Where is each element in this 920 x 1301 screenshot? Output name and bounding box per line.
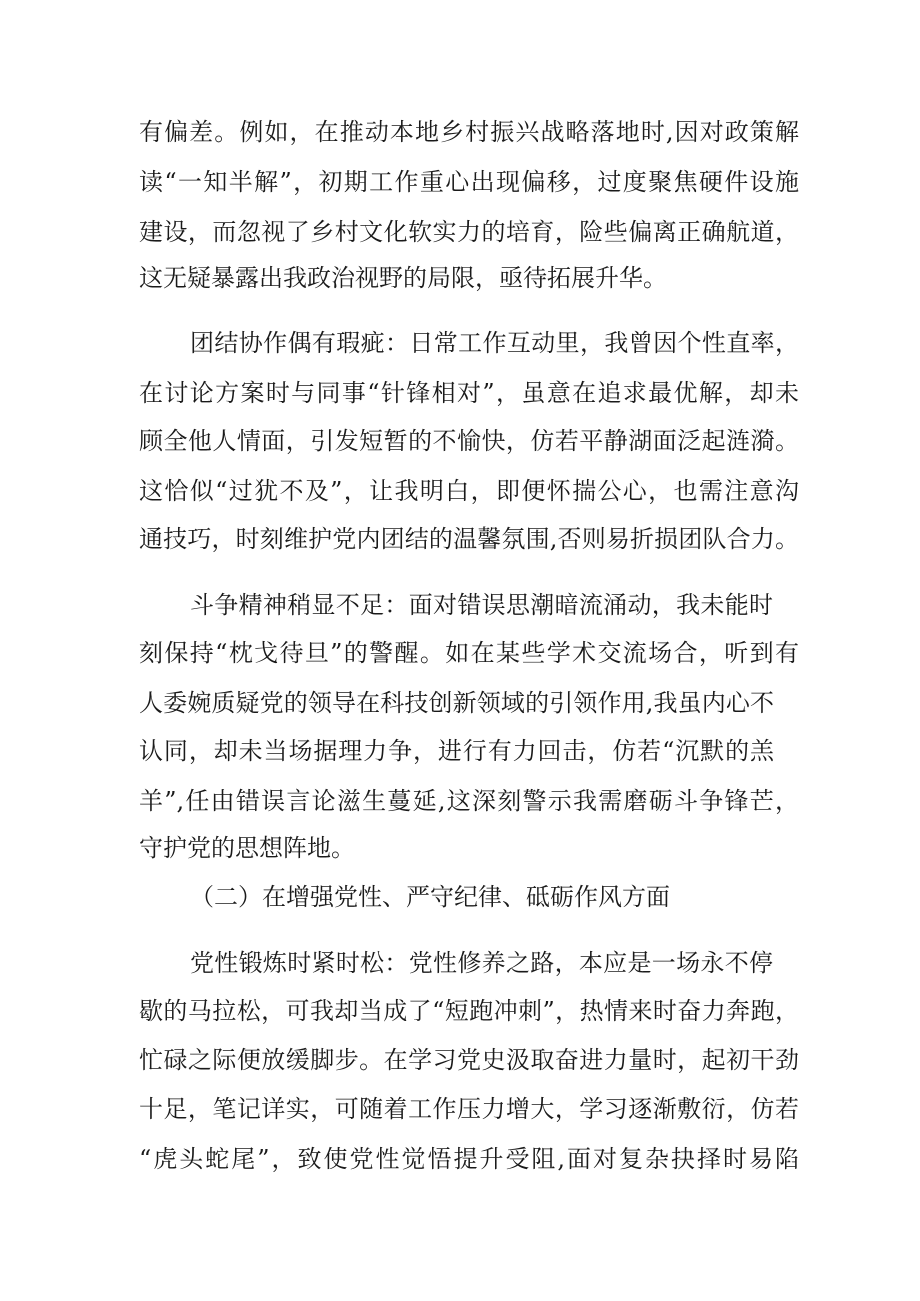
p3-line-2: 刻保持“枕戈待旦”的警醒。如在某些学术交流场合，听到有 [139,639,799,667]
p1-line-4: 这无疑暴露出我政治视野的局限，亟待拓展升华。 [139,264,667,292]
p4-line-1: 党性锻炼时紧时松：党性修养之路，本应是一场永不停 [190,949,773,977]
p4-line-4: 十足，笔记详实，可随着工作压力增大，学习逐渐敷衍，仿若 [139,1095,799,1123]
p2-line-5: 通技巧，时刻维护党内团结的温馨氛围,否则易折损团队合力。 [139,525,799,553]
section-heading: （二）在增强党性、严守纪律、砥砺作风方面 [190,883,670,911]
p1-line-2: 读“一知半解”，初期工作重心出现偏移，过度聚焦硬件设施 [139,168,799,196]
p2-line-2: 在讨论方案时与同事“针锋相对”，虽意在追求最优解，却未 [139,379,799,407]
p3-line-5: 羊”,任由错误言论滋生蔓延,这深刻警示我需磨砺斗争锋芒， [139,787,799,815]
p3-line-6: 守护党的思想阵地。 [139,834,355,862]
p2-line-3: 顾全他人情面，引发短暂的不愉快，仿若平静湖面泛起涟漪。 [139,427,799,455]
p2-line-4: 这恰似“过犹不及”，让我明白，即便怀揣公心，也需注意沟 [139,477,799,505]
p1-line-3: 建设，而忽视了乡村文化软实力的培育，险些偏离正确航道， [139,218,799,246]
p4-line-2: 歇的马拉松，可我却当成了“短跑冲刺”，热情来时奋力奔跑， [139,997,799,1025]
p3-line-1: 斗争精神稍显不足：面对错误思潮暗流涌动，我未能时 [190,591,773,619]
p2-line-1: 团结协作偶有瑕疵：日常工作互动里，我曾因个性直率， [190,329,799,357]
p3-line-3: 人委婉质疑党的领导在科技创新领域的引领作用,我虽内心不 [139,689,774,717]
p4-line-3: 忙碌之际便放缓脚步。在学习党史汲取奋进力量时，起初干劲 [139,1046,799,1074]
p1-line-1: 有偏差。例如，在推动本地乡村振兴战略落地时,因对政策解 [139,118,799,146]
p4-line-5: “虎头蛇尾”，致使党性觉悟提升受阻,面对复杂抉择时易陷 [139,1145,799,1173]
p3-line-4: 认同，却未当场据理力争，进行有力回击，仿若“沉默的羔 [139,737,774,765]
